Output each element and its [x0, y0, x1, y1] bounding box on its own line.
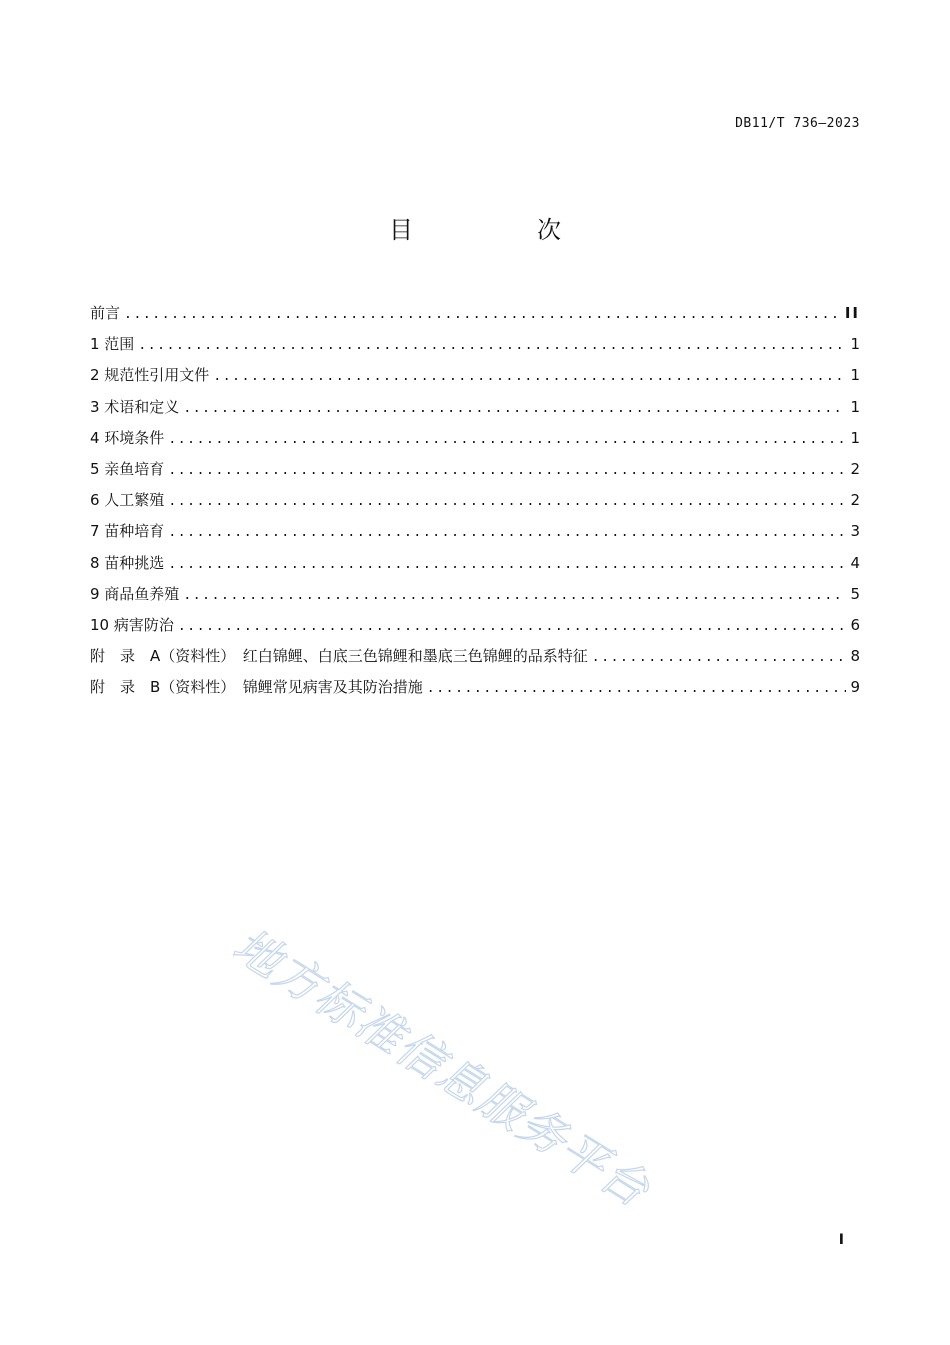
toc-leader-dots: [213, 361, 846, 392]
toc-leader-dots: [168, 549, 846, 580]
toc-entry-label: 9 商品鱼养殖: [90, 584, 180, 603]
toc-entry-label: 3 术语和定义: [90, 397, 180, 416]
toc-entry-page: 2: [850, 459, 860, 478]
toc-entry-scope[interactable]: [90, 329, 860, 360]
table-of-contents: [90, 298, 860, 703]
toc-entry-page: 1: [850, 428, 860, 447]
toc-leader-dots: [124, 299, 841, 330]
toc-entry-disease-control[interactable]: [90, 610, 860, 641]
toc-entry-appendix-a[interactable]: [90, 641, 860, 672]
toc-leader-dots: [138, 330, 846, 361]
toc-leader-dots: [168, 517, 846, 548]
toc-entry-label: 7 苗种培育: [90, 522, 165, 541]
toc-entry-page: 3: [850, 522, 860, 541]
toc-entry-label: 1 范围: [90, 335, 135, 354]
toc-entry-fry-selection[interactable]: [90, 548, 860, 579]
toc-entry-label: 10 病害防治: [90, 615, 174, 634]
toc-leader-dots: [168, 486, 846, 517]
toc-entry-page: 9: [850, 678, 860, 697]
toc-entry-label: 附 录 A（资料性） 红白锦鲤、白底三色锦鲤和墨底三色锦鲤的品系特征: [90, 647, 588, 666]
toc-entry-page: 1: [850, 397, 860, 416]
toc-entry-page: 4: [850, 553, 860, 572]
toc-entry-page: 6: [850, 615, 860, 634]
toc-leader-dots: [427, 673, 846, 704]
toc-leader-dots: [178, 611, 846, 642]
toc-entry-label: 6 人工繁殖: [90, 491, 165, 510]
toc-leader-dots: [168, 424, 846, 455]
toc-entry-broodstock[interactable]: [90, 454, 860, 485]
toc-entry-label: 附 录 B（资料性） 锦鲤常见病害及其防治措施: [90, 678, 423, 697]
toc-entry-label: 2 规范性引用文件: [90, 366, 210, 385]
toc-leader-dots: [168, 455, 846, 486]
toc-entry-page: 2: [850, 491, 860, 510]
toc-entry-page: 5: [850, 584, 860, 603]
toc-entry-artificial-breeding[interactable]: [90, 485, 860, 516]
toc-entry-terms-definitions[interactable]: [90, 392, 860, 423]
toc-leader-dots: [592, 642, 846, 673]
page-title: 目 次: [389, 216, 611, 244]
toc-leader-dots: [183, 393, 846, 424]
toc-entry-label: 前言: [90, 304, 121, 322]
watermark: 地方标准信息服务平台: [224, 917, 660, 1218]
toc-entry-normative-references[interactable]: [90, 360, 860, 391]
toc-entry-appendix-b[interactable]: [90, 672, 860, 703]
toc-entry-label: 4 环境条件: [90, 428, 165, 447]
toc-entry-label: 8 苗种挑选: [90, 553, 165, 572]
toc-leader-dots: [183, 580, 846, 611]
toc-entry-environment[interactable]: [90, 423, 860, 454]
toc-entry-fry-rearing[interactable]: [90, 516, 860, 547]
page-number: I: [838, 1232, 844, 1248]
toc-entry-page: 1: [850, 366, 860, 385]
toc-entry-page: 8: [850, 647, 860, 666]
toc-entry-page: 1: [850, 335, 860, 354]
toc-entry-commercial-culture[interactable]: [90, 579, 860, 610]
toc-entry-label: 5 亲鱼培育: [90, 459, 165, 478]
toc-entry-foreword[interactable]: [90, 298, 860, 329]
standard-code: DB11/T 736—2023: [735, 116, 860, 131]
toc-entry-page: II: [844, 304, 860, 322]
